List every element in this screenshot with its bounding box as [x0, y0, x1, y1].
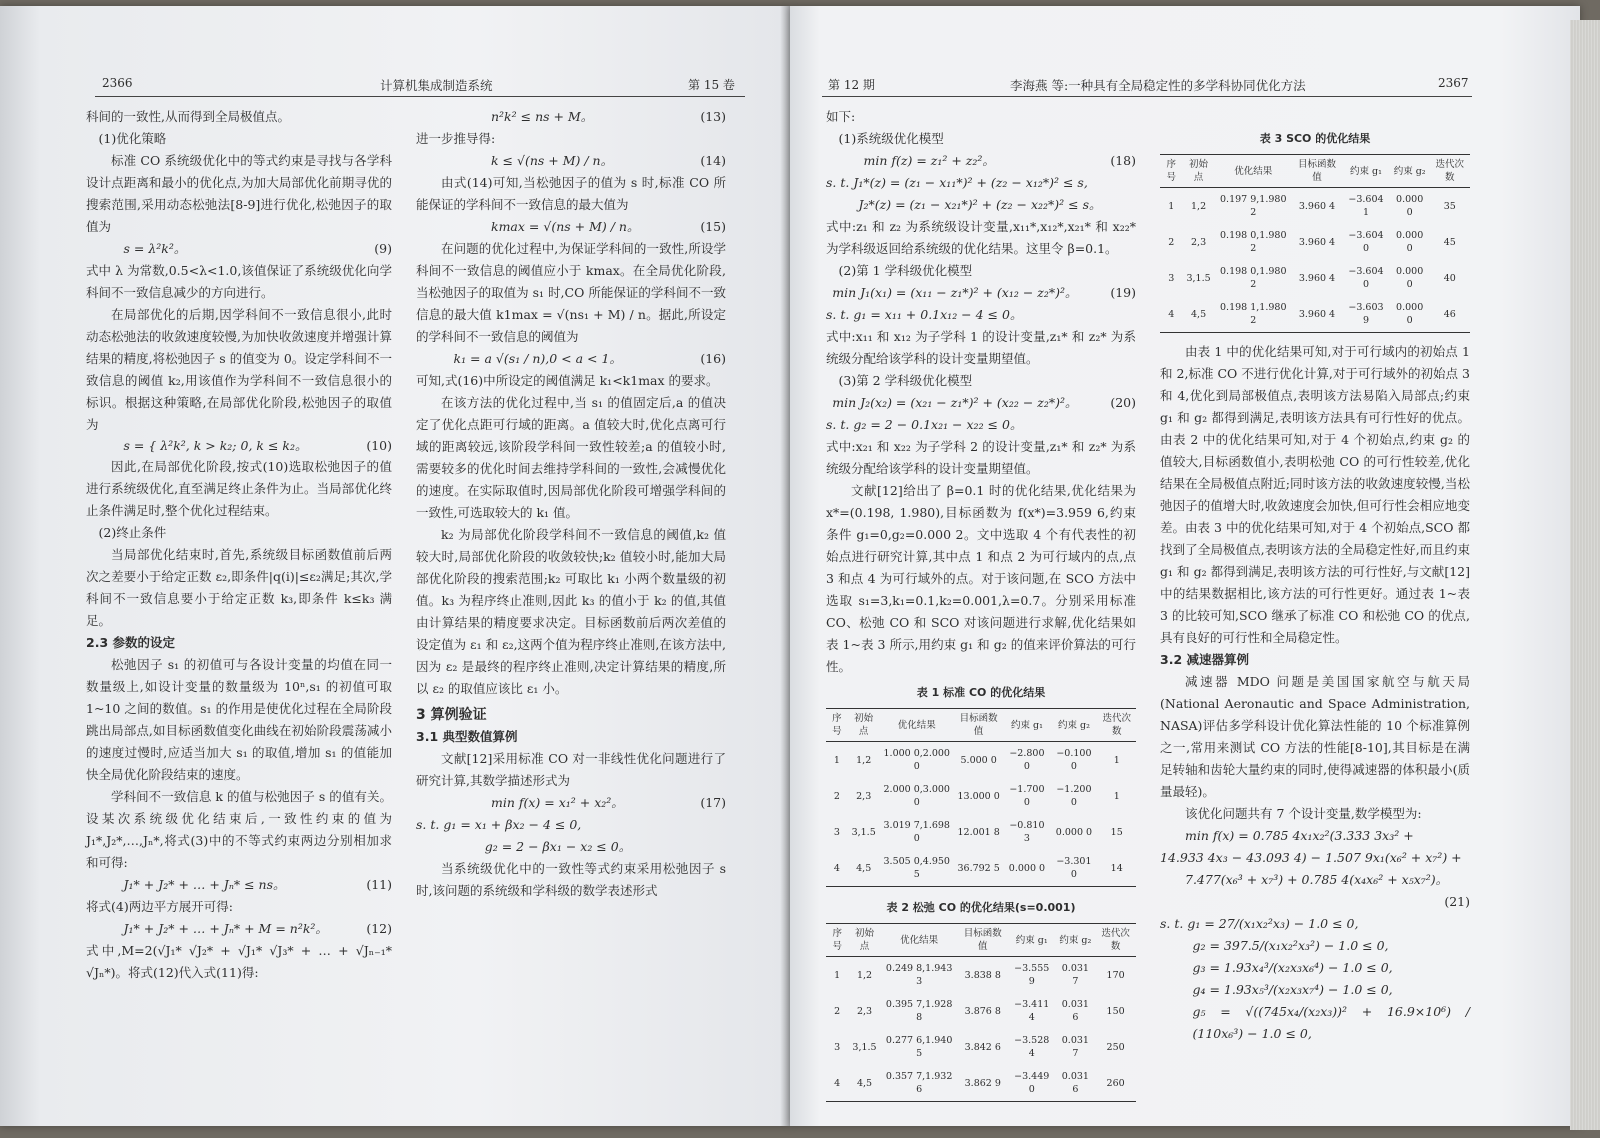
table-cell: −3.449 0	[1008, 1065, 1056, 1102]
table-cell: 0.198 1,1.980 2	[1215, 296, 1292, 333]
table-cell: 2,3	[856, 790, 872, 802]
paragraph: 在问题的优化过程中,为保证学科间的一致性,所设学科间不一致信息的阈值应小于 kmax。在全局优化阶段,当松弛因子的取值为 s₁ 时,CO 所能保证的学科间不一致信息的最大值 k1max = √(ns₁ + M) / n。据此,所设定的学科间不一致信息的阈值为	[416, 241, 726, 344]
equation-body: J₁* + J₂* + … + Jₙ* + M = n²k²。	[123, 921, 328, 936]
paragraph: 式中:x₂₁ 和 x₂₂ 为子学科 2 的设计变量,z₁* 和 z₂* 为系统级分配给该学科的设计变量期望值。	[826, 439, 1136, 476]
table-cell: −3.528 4	[1014, 1035, 1050, 1059]
equation-body: min J₂(x₂) = (x₂₁ − z₁*)² + (x₂₂ − z₂*)²。	[832, 395, 1078, 410]
paragraph: 由表 1 中的优化结果可知,对于可行域内的初始点 1 和 2,标准 CO 不进行优化计算,对于可行域外的初始点 3 和 4,优化到局部极值点,表明该方法易陷入局部点;约束 g₁ 和 g₂ 都得到满足,表明该方法具有可行性好的优点。由表 2 中的优化结果可知,对于 4 个初始点,约束 g₂ 的值较大,目标函数值小,表明松弛 CO 的可行性较差,优化结果在全局极值点附近;同时该方法的收敛速度较慢,当松弛因子的值增大时,收敛速度会加快,但可行性会相应地变差。由表 3 中的优化结果可知,对于 4 个初始点,SCO 都找到了全局极值点,表明该方法的全局稳定性好,而且约束 g₁ 和 g₂ 都得到满足,表明该方法的可行性好,与文献[12]中的结果数据相比,该方法的可行性更好。通过表 1~表 3 的比较可知,SCO 继承了标准 CO 和松弛 CO 的优点,具有良好的可行性和全局稳定性。	[1160, 344, 1470, 645]
table-cell: −1.200 0	[1056, 784, 1092, 808]
table-cell: 0.000 0	[1003, 850, 1050, 887]
table-header-cell: 约束 g₁	[1008, 924, 1056, 957]
table-cell: −2.800 0	[1009, 748, 1045, 772]
equation-line: g₄ = 1.93x₅³/(x₂x₃x₇⁴) − 1.0 ≤ 0,	[1192, 982, 1393, 997]
table-header-cell: 约束 g₁	[1003, 709, 1050, 742]
left-volume: 第 15 卷	[688, 78, 735, 92]
equation-line: g₂ = 397.5/(x₁x₂²x₃²) − 1.0 ≤ 0,	[1192, 938, 1389, 953]
paragraph: k₂ 为局部优化阶段学科间不一致信息的阈值,k₂ 值较大时,局部优化阶段的收敛较快;k₂ 值较小时,能加大局部优化阶段的搜索范围;k₂ 可取比 k₁ 小两个数量级的初值。k₃ 为程序终止准则,因此 k₃ 的值小于 k₂ 的值,其值由计算结果的精度要求决定。目标函数前后两次差值的设定值为 ε₁ 和 ε₂,这两个值为程序终止准则,在该方法中,因为 ε₂ 是最终的程序终止准则,决定计算结果的精度,所以 ε₂ 的取值应该比 ε₁ 小。	[416, 527, 726, 696]
table-2-caption: 表 2 松弛 CO 的优化结果(s=0.001)	[886, 901, 1076, 914]
table-cell: 3.019 7,1.698 0	[883, 820, 950, 844]
table-cell: 4	[826, 850, 848, 887]
equation-number: (18)	[1110, 153, 1136, 168]
equation-number: (9)	[374, 241, 392, 256]
table-cell: 3.505 0,4.950 5	[880, 850, 954, 887]
table-cell: 1.000 0,2.000 0	[883, 748, 950, 772]
equation-number: (17)	[700, 795, 726, 810]
paragraph: 文献[12]采用标准 CO 对一非线性优化问题进行了研究计算,其数学描述形式为	[416, 751, 726, 788]
equation	[416, 106, 726, 128]
left-page	[0, 6, 790, 1126]
table-cell: 40	[1443, 272, 1456, 284]
paragraph: 式中 λ 为常数,0.5<λ<1.0,该值保证了系统级优化向学科间不一致信息减少的方向进行。	[86, 263, 392, 300]
subheading: (2)第 1 学科级优化模型	[838, 263, 973, 278]
paragraph: 该优化问题共有 7 个设计变量,数学模型为:	[1185, 806, 1422, 821]
equation-number: (13)	[700, 109, 726, 124]
table-header-cell: 迭代次数	[1430, 155, 1471, 188]
table-header-cell: 初始点	[848, 709, 880, 742]
table-cell: 0.031 7	[1061, 1035, 1089, 1059]
equation-line: s. t. g₁ = x₁ + βx₂ − 4 ≤ 0,	[416, 817, 582, 832]
section-heading: 3 算例验证	[416, 707, 487, 723]
table-cell: 0.000 0	[1396, 194, 1424, 218]
equation-line: 14.933 4x₃ − 43.093 4) − 1.507 9x₁(x₆² + x₇²) +	[1160, 850, 1462, 865]
paragraph: 式中:z₁ 和 z₂ 为系统级设计变量,x₁₁*,x₁₂*,x₂₁* 和 x₂₂* 为学科级返回给系统级的优化结果。这里令 β=0.1。	[826, 219, 1136, 256]
equation	[826, 150, 1136, 172]
table-cell: 3,1.5	[851, 826, 876, 838]
equation-number: (14)	[700, 153, 726, 168]
table-row	[1160, 224, 1470, 260]
equation-body: J₁* + J₂* + … + Jₙ* ≤ ns。	[123, 877, 286, 892]
table-cell: 4,5	[848, 1065, 880, 1102]
table-header-cell: 优化结果	[880, 709, 954, 742]
table-cell: 46	[1430, 296, 1471, 333]
equation-body: min f(z) = z₁² + z₂²。	[863, 153, 995, 168]
paragraph: 式中:x₁₁ 和 x₁₂ 为子学科 1 的设计变量,z₁* 和 z₂* 为系统级分配给该学科的设计变量期望值。	[826, 329, 1136, 366]
table-cell: 0.198 0,1.980 2	[1220, 230, 1287, 254]
table-cell: 0.249 8,1.943 3	[885, 963, 953, 987]
paragraph: 在局部优化的后期,因学科间不一致信息很小,此时动态松弛法的收敛速度较慢,为加快收敛速度并增强计算结果的精度,将松弛因子 s 的值变为 0。设定学科间不一致信息的阈值 k₂,用该值作为学科间不一致信息很小的标识。根据这种策略,在局部优化阶段,松弛因子的取值为	[86, 307, 392, 432]
table-cell: 170	[1106, 969, 1125, 981]
table-cell: −3.603 9	[1342, 296, 1390, 333]
table-cell: 2	[833, 790, 840, 802]
paragraph: 文献[12]给出了 β=0.1 时的优化结果,优化结果为 x*=(0.198, 1.980),目标函数为 f(x*)=3.959 6,约束条件 g₁=0,g₂=0.000 2。文中选取 4 个有代表性的初始点进行研究计算,其中点 1 和点 2 为可行域内的点,点 3 和点 4 为可行域外的点。对于该问题,在 SCO 方法中选取 s₁=3,k₁=0.1,k₂=0.001,λ=0.7。分别采用标准 CO、松弛 CO 和 SCO 对该问题进行求解,优化结果如表 1~表 3 所示,用约束 g₁ 和 g₂ 的值来评价算法的可行性。	[826, 483, 1136, 674]
equation-line: g₂ = 2 − βx₁ − x₂ ≤ 0。	[484, 839, 632, 854]
table-cell: 1,2	[856, 754, 872, 766]
equation-line: s. t. g₁ = 27/(x₁x₂²x₃) − 1.0 ≤ 0,	[1160, 916, 1359, 931]
page-edges	[1570, 20, 1600, 1130]
table-cell: 260	[1095, 1065, 1136, 1102]
table-cell: 3.960 4	[1298, 200, 1336, 212]
equation-number: (15)	[700, 219, 726, 234]
paragraph: 当系统级优化中的一致性等式约束采用松弛因子 s 时,该问题的系统级和学科级的数学表述形式	[416, 861, 726, 898]
table-header-cell: 优化结果	[1215, 155, 1292, 188]
paragraph: 因此,在局部优化阶段,按式(10)选取松弛因子的值进行系统级优化,直至满足终止条件为止。当局部优化终止条件满足时,整个优化过程结束。	[86, 459, 392, 518]
equation-line: min f(x) = 0.785 4x₁x₂²(3.333 3x₃² +	[1185, 828, 1414, 843]
table-cell: −3.604 1	[1348, 194, 1384, 218]
equation	[416, 792, 726, 814]
table-cell: 3.960 4	[1292, 296, 1342, 333]
table-cell: 0.031 6	[1056, 1065, 1096, 1102]
equation-body: min J₁(x₁) = (x₁₁ − z₁*)² + (x₁₂ − z₂*)²。	[832, 285, 1078, 300]
table-row	[826, 1029, 1136, 1065]
table-cell: 45	[1443, 236, 1456, 248]
equation-number: (12)	[366, 921, 392, 936]
table-3-caption: 表 3 SCO 的优化结果	[1259, 132, 1371, 145]
table-header-cell: 序号	[826, 709, 848, 742]
table-cell: 14	[1097, 850, 1136, 887]
table-cell: −3.301 0	[1050, 850, 1097, 887]
table-header-cell: 约束 g₂	[1050, 709, 1097, 742]
left-column-2	[416, 106, 726, 902]
equation	[86, 874, 392, 896]
paragraph: 如下:	[826, 109, 856, 124]
table-cell: 0.277 6,1.940 5	[885, 1035, 953, 1059]
equation-line: g₃ = 1.93x₄³/(x₂x₃x₆⁴) − 1.0 ≤ 0,	[1192, 960, 1393, 975]
subheading: (3)第 2 学科级优化模型	[838, 373, 973, 388]
left-column-1	[86, 106, 392, 984]
equation	[416, 150, 726, 172]
table-cell: −3.604 0	[1348, 266, 1384, 290]
table-header-cell: 约束 g₂	[1390, 155, 1430, 188]
table-header-cell: 序号	[826, 924, 848, 957]
table-cell: 1,2	[856, 969, 873, 981]
table-cell: 2,3	[856, 1005, 873, 1017]
paragraph: 将式(4)两边平方展开可得:	[86, 899, 233, 914]
equation-number: (20)	[1110, 395, 1136, 410]
table-cell: 0.395 7,1.928 8	[885, 999, 953, 1023]
equation-number: (10)	[366, 438, 392, 453]
table-header-cell: 序号	[1160, 155, 1182, 188]
subheading: (1)优化策略	[98, 131, 167, 146]
table-cell: 3.862 9	[958, 1065, 1008, 1102]
table-3	[1160, 154, 1470, 333]
table-cell: 0.000 0	[1396, 266, 1424, 290]
table-row	[1160, 296, 1470, 333]
paragraph: 由式(14)可知,当松弛因子的值为 s 时,标准 CO 所能保证的学科间不一致信息的最大值为	[416, 175, 726, 212]
table-cell: 1,2	[1191, 200, 1207, 212]
table-cell: 3.876 8	[964, 1005, 1001, 1017]
equation-body: s = { λ²k², k > k₂; 0, k ≤ k₂。	[123, 438, 308, 453]
equation-body: k ≤ √(ns + M) / n。	[491, 153, 614, 168]
left-header-rule	[95, 96, 745, 97]
equation-line: J₂*(z) = (z₁ − x₂₁*)² + (z₂ − x₂₂*)² ≤ s。	[858, 197, 1102, 212]
table-row	[826, 1065, 1136, 1102]
table-cell: 3,1.5	[852, 1041, 877, 1053]
table-1-caption: 表 1 标准 CO 的优化结果	[916, 686, 1046, 699]
paragraph: 在该方法的优化过程中,当 s₁ 的值固定后,a 的值决定了优化点距可行域的距离。a 值较大时,优化点离可行域的距离较远,该阶段学科间一致性较差;a 的值较小时,需要较多的优化时间去维持学科间的一致性,会减慢优化的速度。在实际取值时,因局部优化阶段可增强学科间的一致性,可选取较大的 k₁ 值。	[416, 395, 726, 520]
equation	[416, 348, 726, 370]
paragraph: 进一步推导得:	[416, 131, 496, 146]
table-cell: −1.700 0	[1009, 784, 1045, 808]
table-cell: 5.000 0	[960, 754, 997, 766]
paragraph: 式中,M=2(√J₁* √J₂* + √J₁* √J₃* + … + √Jₙ₋₁* √Jₙ*)。将式(12)代入式(11)得:	[86, 943, 392, 980]
equation	[86, 238, 392, 260]
table-cell: 0.197 9,1.980 2	[1220, 194, 1287, 218]
equation	[86, 436, 392, 456]
table-cell: 2	[1168, 236, 1175, 248]
table-header-cell: 迭代次数	[1097, 709, 1136, 742]
table-cell: 3	[833, 826, 840, 838]
table-cell: 35	[1443, 200, 1456, 212]
right-page	[790, 6, 1580, 1126]
table-cell: 3	[1168, 272, 1175, 284]
table-cell: 0.031 7	[1061, 963, 1089, 987]
table-cell: 36.792 5	[954, 850, 1004, 887]
table-row	[1160, 260, 1470, 296]
table-cell: 1	[1113, 754, 1120, 766]
table-cell: 3.838 8	[964, 969, 1001, 981]
equation-number: (21)	[1444, 894, 1470, 909]
table-header-cell: 初始点	[1182, 155, 1214, 188]
table-cell: 0.357 7,1.932 6	[881, 1065, 958, 1102]
table-row	[1160, 188, 1470, 225]
table-cell: 3,1.5	[1186, 272, 1211, 284]
table-cell: 1	[1113, 790, 1120, 802]
left-running-title: 计算机集成制造系统	[380, 78, 493, 93]
table-header-cell: 目标函数值	[958, 924, 1008, 957]
table-cell: 0.031 6	[1061, 999, 1089, 1023]
equation-number: (16)	[700, 351, 726, 366]
paragraph: 科间的一致性,从而得到全局极值点。	[86, 109, 290, 124]
table-cell: 0.198 0,1.980 2	[1220, 266, 1287, 290]
table-header-cell: 目标函数值	[1292, 155, 1342, 188]
table-cell: −0.810 3	[1009, 820, 1045, 844]
equation	[416, 216, 726, 238]
left-page-number: 2366	[102, 76, 133, 90]
paragraph: 标准 CO 系统级优化中的等式约束是寻找与各学科设计点距离和最小的优化点,为加大局部优化前期寻优的搜索范围,采用动态松弛法[8-9]进行优化,松弛因子的取值为	[86, 153, 392, 234]
equation-body: n²k² ≤ ns + M。	[491, 109, 594, 124]
table-header-cell: 约束 g₂	[1056, 924, 1096, 957]
right-issue: 第 12 期	[828, 78, 875, 92]
table-cell: 0.000 0	[1396, 230, 1424, 254]
equation-line: s. t. J₁*(z) = (z₁ − x₁₁*)² + (z₂ − x₁₂*)² ≤ s,	[826, 175, 1088, 190]
table-cell: 12.001 8	[957, 826, 1000, 838]
table-cell: 1	[833, 754, 840, 766]
table-cell: 1	[834, 969, 841, 981]
table-header-cell: 迭代次数	[1095, 924, 1136, 957]
table-row	[826, 850, 1136, 887]
table-header-cell: 约束 g₁	[1342, 155, 1390, 188]
table-cell: −3.555 9	[1014, 963, 1050, 987]
table-1	[826, 708, 1136, 887]
table-cell: 0.000 0	[1055, 826, 1093, 838]
table-row	[826, 742, 1136, 779]
right-running-title: 李海燕 等:一种具有全局稳定性的多学科协同优化方法	[1010, 78, 1306, 93]
right-column-1	[826, 106, 1136, 1102]
equation	[826, 392, 1136, 414]
section-heading: 3.1 典型数值算例	[416, 729, 518, 744]
table-cell: 3.960 4	[1298, 236, 1336, 248]
equation	[826, 282, 1136, 304]
table-cell: 0.000 0	[1390, 296, 1430, 333]
subheading: (1)系统级优化模型	[838, 131, 944, 146]
table-cell: 2	[834, 1005, 841, 1017]
table-cell: 4	[826, 1065, 848, 1102]
table-header-cell: 目标函数值	[954, 709, 1004, 742]
table-cell: 2,3	[1191, 236, 1207, 248]
right-page-number: 2367	[1438, 76, 1469, 90]
paragraph: 可知,式(16)中所设定的阈值满足 k₁<k1max 的要求。	[416, 373, 719, 388]
table-cell: −3.411 4	[1014, 999, 1050, 1023]
table-cell: 150	[1106, 1005, 1125, 1017]
equation-number: (19)	[1110, 285, 1136, 300]
table-cell: −0.100 0	[1056, 748, 1092, 772]
section-heading: 3.2 减速器算例	[1160, 652, 1249, 667]
table-cell: 15	[1110, 826, 1123, 838]
right-header-rule	[822, 96, 1472, 97]
table-cell: 13.000 0	[957, 790, 1000, 802]
equation-line: g₅ = √((745x₄/(x₂x₃))² + 16.9×10⁶) / (110x₆³) − 1.0 ≤ 0,	[1192, 1004, 1470, 1041]
table-header-cell: 优化结果	[881, 924, 958, 957]
equation-line: s. t. g₁ = x₁₁ + 0.1x₁₂ − 4 ≤ 0。	[826, 307, 1023, 322]
equation-line: 7.477(x₆³ + x₇³) + 0.785 4(x₄x₆² + x₅x₇²)。	[1185, 872, 1449, 887]
table-cell: 1	[1168, 200, 1175, 212]
paragraph: 减速器 MDO 问题是美国国家航空与航天局(National Aeronautic and Space Administration, NASA)评估多学科设计优化算法性能的 10 个标准算例之一,常用来测试 CO 方法的性能[8-10],其目标是在满足转轴和齿轮大量约束的同时,使得减速器的体积最小(质量最轻)。	[1160, 674, 1470, 799]
equation-body: kmax = √(ns + M) / n。	[491, 219, 640, 234]
equation-body: k₁ = a √(s₁ / n),0 < a < 1。	[453, 351, 622, 366]
table-cell: 4	[1160, 296, 1182, 333]
table-cell: 4,5	[848, 850, 880, 887]
section-heading: 2.3 参数的设定	[86, 635, 175, 650]
equation	[86, 918, 392, 940]
table-cell: −3.604 0	[1348, 230, 1384, 254]
paragraph: 当局部优化结束时,首先,系统级目标函数值前后两次之差要小于给定正数 ε₂,即条件|q(i)|≤ε₂满足;其次,学科间不一致信息要小于给定正数 k₃,即条件 k≤k₃ 满足。	[86, 547, 392, 628]
table-row	[826, 814, 1136, 850]
table-cell: 2.000 0,3.000 0	[883, 784, 950, 808]
right-column-2	[1160, 128, 1470, 1045]
table-row	[826, 957, 1136, 994]
table-cell: 3.960 4	[1298, 272, 1336, 284]
table-row	[826, 778, 1136, 814]
table-cell: 3.842 6	[964, 1041, 1001, 1053]
equation-number: (11)	[366, 877, 392, 892]
subheading: (2)终止条件	[98, 525, 167, 540]
paragraph: 学科间不一致信息 k 的值与松弛因子 s 的值有关。设某次系统级优化结束后,一致性约束的值为 J₁*,J₂*,…,Jₙ*,将式(3)中的不等式约束两边分别相加求和可得:	[86, 789, 392, 870]
table-2	[826, 923, 1136, 1102]
table-row	[826, 993, 1136, 1029]
equation-line: s. t. g₂ = 2 − 0.1x₂₁ − x₂₂ ≤ 0。	[826, 417, 1023, 432]
table-header-cell: 初始点	[848, 924, 880, 957]
table-cell: 4,5	[1182, 296, 1214, 333]
paragraph: 松弛因子 s₁ 的初值可与各设计变量的均值在同一数量级上,如设计变量的数量级为 10ⁿ,s₁ 的初值可取 1~10 之间的数值。s₁ 的作用是使优化过程在全局阶段跳出局部点,如目标函数值变化曲线在初始阶段震荡减小的速度过慢时,应适当加大 s₁ 的取值,增加 s₁ 的值能加快全局优化阶段结束的速度。	[86, 657, 392, 782]
table-cell: 3	[834, 1041, 841, 1053]
table-cell: 250	[1106, 1041, 1125, 1053]
equation-body: min f(x) = x₁² + x₂²。	[491, 795, 624, 810]
equation-body: s = λ²k²。	[123, 241, 187, 256]
